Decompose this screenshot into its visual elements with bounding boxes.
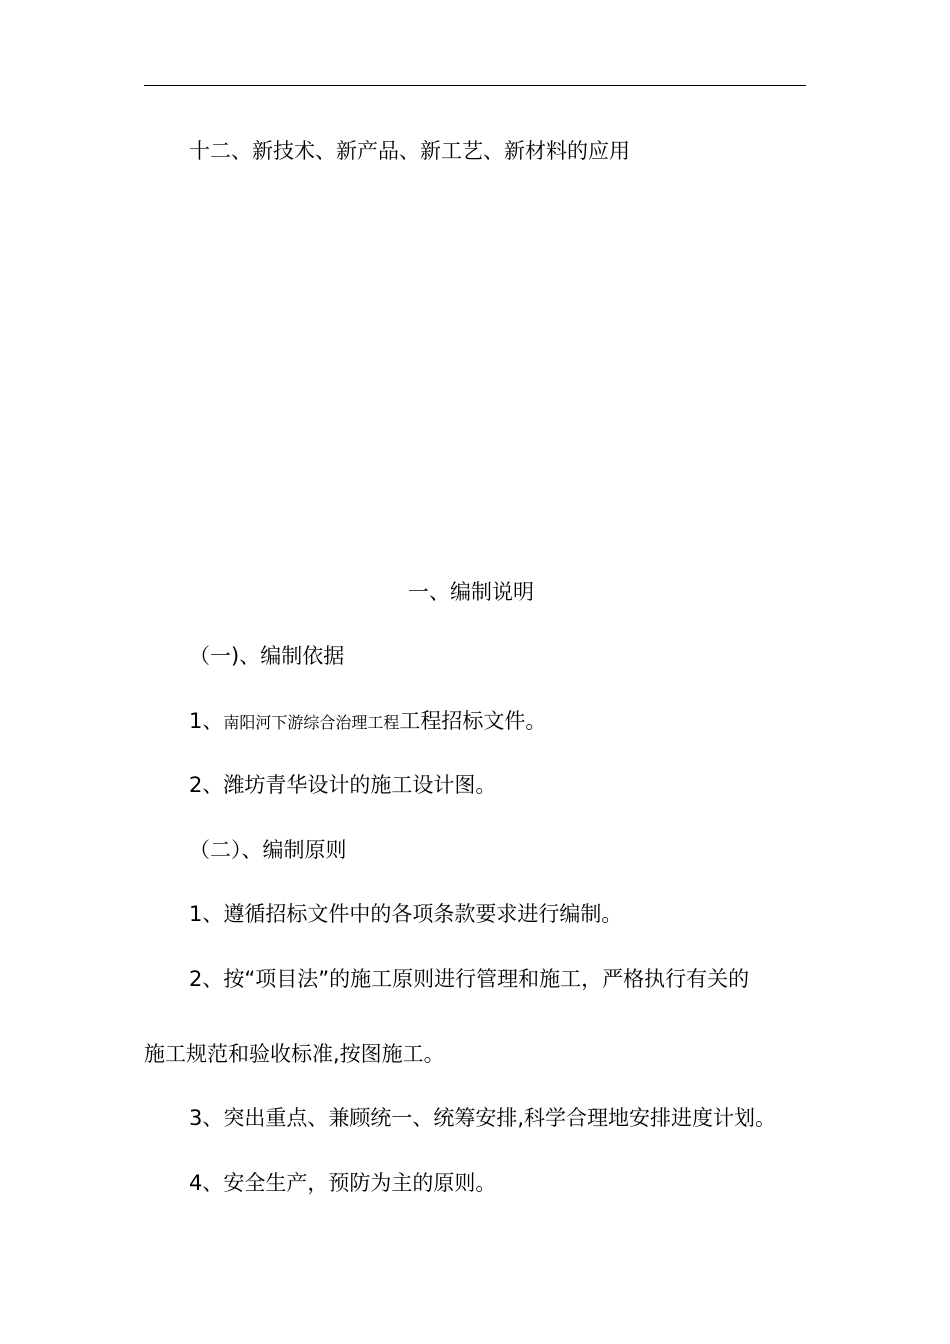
subsection-principles-title: （二）、编制原则 (189, 838, 347, 862)
basis-item-1 (189, 706, 546, 738)
basis-item-2: 2、潍坊青华设计的施工设计图。 (189, 773, 497, 797)
subsection-basis-title: （一)、编制依据 (189, 644, 345, 668)
header-rule (144, 85, 806, 86)
principle-item-2-line-1: 2、按“项目法”的施工原则进行管理和施工，严格执行有关的 (189, 967, 750, 991)
principle-item-3: 3、突出重点、兼顾统一、统筹安排,科学合理地安排进度计划。 (189, 1106, 777, 1130)
chapter-title: 一、编制说明 (408, 580, 534, 604)
basis-item-1-num: 1、 (189, 709, 224, 733)
project-name: 南阳河下游综合治理工程 (223, 713, 400, 732)
principle-item-4: 4、安全生产，预防为主的原则。 (189, 1171, 497, 1195)
section-heading: 十二、新技术、新产品、新工艺、新材料的应用 (189, 139, 630, 163)
principle-item-2-line-2: 施工规范和验收标准,按图施工。 (144, 1042, 445, 1066)
basis-item-1-text: 工程招标文件。 (399, 709, 547, 733)
principle-item-1: 1、遵循招标文件中的各项条款要求进行编制。 (189, 902, 623, 926)
